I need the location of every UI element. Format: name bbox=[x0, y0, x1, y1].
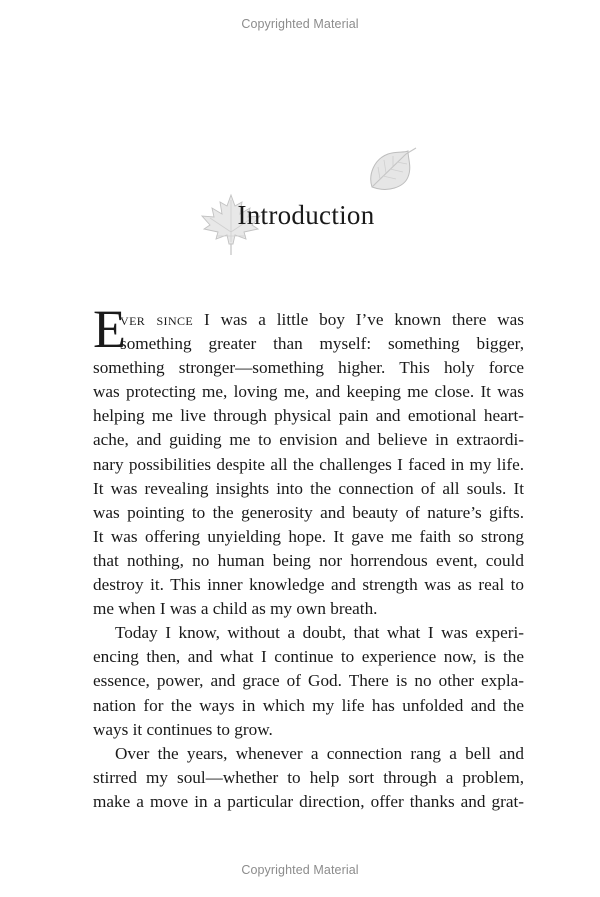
text-line: destroy it. This inner knowledge and strength was as real to bbox=[93, 575, 524, 595]
copyright-watermark-bottom: Copyrighted Material bbox=[241, 863, 359, 877]
text-line: was pointing to the generosity and beauty of nature’s gifts. bbox=[93, 502, 524, 522]
text-line: me when I was a child as my own breath. bbox=[93, 599, 378, 619]
text-line: E ver since I was a little boy I’ve known there was bbox=[93, 299, 524, 359]
text-line: encing then, and what I continue to experience now, is the bbox=[93, 647, 524, 667]
text-line: ways it continues to grow. bbox=[93, 719, 273, 739]
chapter-title: Introduction bbox=[237, 200, 375, 230]
paragraph-2 bbox=[93, 621, 524, 741]
text-line: It was revealing insights into the connection of all souls. It bbox=[93, 478, 524, 498]
text-line: nary possibilities despite all the challenges I faced in my life. bbox=[93, 454, 524, 474]
text-line: It was offering unyielding hope. It gave me faith so strong bbox=[93, 526, 524, 546]
text-line: helping me live through physical pain and emotional heart- bbox=[93, 406, 524, 426]
text-line: nation for the ways in which my life has unfolded and the bbox=[93, 695, 524, 715]
small-caps-lead: ver since bbox=[120, 310, 194, 329]
text-line: was protecting me, loving me, and keeping me close. It was bbox=[93, 382, 524, 402]
text-line: ache, and guiding me to envision and believe in extraordi- bbox=[93, 430, 524, 450]
text-line: something stronger—something higher. This holy force bbox=[93, 358, 524, 378]
text-line: Over the years, whenever a connection rang a bell and bbox=[115, 743, 524, 763]
text-line: Today I know, without a doubt, that what I was experi- bbox=[115, 623, 524, 643]
copyright-watermark-top: Copyrighted Material bbox=[241, 17, 359, 31]
chapter-body bbox=[93, 299, 524, 814]
paragraph-3 bbox=[93, 742, 524, 814]
text-line: something greater than myself: something bigger, bbox=[120, 334, 524, 354]
text-line: that nothing, no human being nor horrendous event, could bbox=[93, 550, 524, 570]
birch-leaf-icon bbox=[366, 147, 418, 193]
text-line: make a move in a particular direction, offer thanks and grat- bbox=[93, 791, 524, 811]
text-line: essence, power, and grace of God. There is no other expla- bbox=[93, 671, 524, 691]
paragraph-1 bbox=[93, 299, 524, 621]
drop-cap: E bbox=[93, 299, 126, 359]
text-line: stirred my soul—whether to help sort through a problem, bbox=[93, 767, 524, 787]
